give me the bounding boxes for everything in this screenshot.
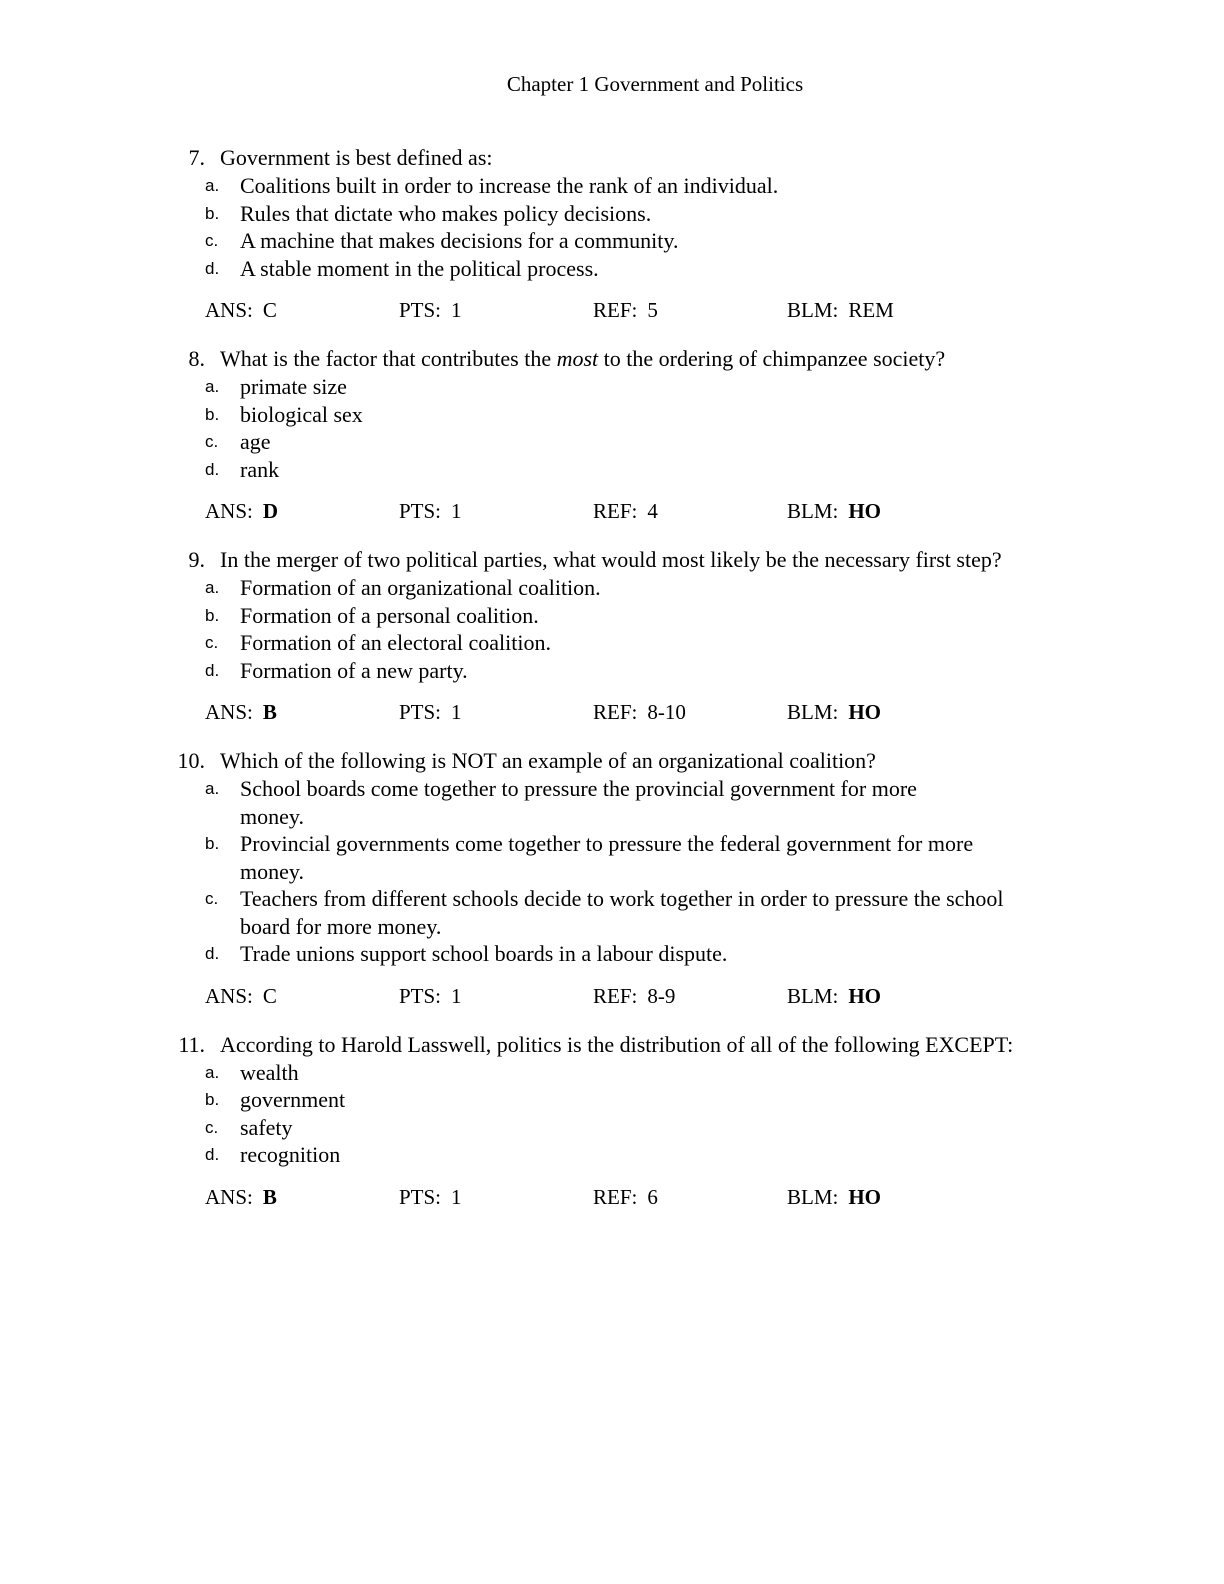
question-stem	[150, 747, 1090, 775]
question-number: 10.	[177, 748, 205, 773]
points: PTS: 1	[399, 700, 462, 724]
answer-key: ANS: B	[205, 700, 277, 724]
answer-options	[150, 172, 1090, 282]
answer-options	[150, 373, 1090, 483]
question-stem	[150, 144, 1090, 172]
blooms-level: BLM: HO	[787, 983, 882, 1008]
reference: REF: 8-9	[593, 983, 676, 1008]
option-d: d. recognition	[205, 1142, 341, 1167]
option-c: c. Teachers from different schools decide to work together in order to pressure the school board for more money.	[205, 886, 1004, 939]
page-title: Chapter 1 Government and Politics	[506, 72, 804, 96]
question-number: 11.	[178, 1031, 205, 1057]
question-10	[150, 747, 1090, 1010]
blooms-level: BLM: HO	[787, 700, 882, 724]
question-text: Government is best defined as:	[220, 145, 493, 170]
question-text: Which of the following is NOT an example of an organizational coalition?	[220, 748, 876, 773]
answer-key: ANS: C	[205, 298, 277, 322]
option-a: a. Formation of an organizational coalition.	[205, 575, 601, 600]
reference: REF: 6	[593, 1184, 658, 1209]
option-c: c. Formation of an electoral coalition.	[205, 630, 551, 655]
option-d: d. Formation of a new party.	[205, 657, 468, 683]
question-number: 7.	[188, 145, 205, 170]
question-text: What is the factor that contributes the most to the ordering of chimpanzee society?	[220, 346, 946, 371]
option-b: b. biological sex	[205, 401, 363, 427]
question-9	[150, 546, 1090, 726]
question-7	[150, 144, 1090, 324]
reference: REF: 4	[593, 499, 658, 523]
points: PTS: 1	[399, 983, 462, 1008]
question-stem	[150, 1031, 1090, 1059]
points: PTS: 1	[399, 499, 462, 523]
question-text: In the merger of two political parties, what would most likely be the necessary first step?	[220, 547, 1002, 572]
question-stem	[150, 546, 1090, 574]
option-d: d. Trade unions support school boards in a labour dispute.	[205, 941, 728, 966]
answer-options	[150, 574, 1090, 684]
option-a: a. Coalitions built in order to increase the rank of an individual.	[205, 173, 779, 198]
reference: REF: 8-10	[593, 700, 686, 724]
question-list	[150, 144, 1090, 1232]
question-8	[150, 345, 1090, 525]
option-b: b. Rules that dictate who makes policy decisions.	[205, 200, 652, 226]
answer-options	[150, 1059, 1090, 1169]
question-number: 9.	[188, 547, 205, 572]
option-b: b. Provincial governments come together to pressure the federal government for more money.	[205, 831, 974, 884]
answer-key: ANS: D	[205, 499, 279, 523]
option-a: a. School boards come together to pressure the provincial government for more money.	[205, 776, 917, 829]
option-d: d. A stable moment in the political process.	[205, 255, 599, 281]
option-b: b. Formation of a personal coalition.	[205, 602, 539, 628]
blooms-level: BLM: HO	[787, 1184, 882, 1209]
answer-metadata	[150, 1183, 1090, 1211]
option-c: c. age	[205, 429, 271, 454]
answer-metadata	[150, 497, 1090, 525]
answer-metadata	[150, 982, 1090, 1010]
reference: REF: 5	[593, 298, 658, 322]
option-c: c. safety	[205, 1114, 293, 1140]
answer-key: ANS: B	[205, 1184, 277, 1209]
option-a: a. wealth	[205, 1059, 299, 1085]
question-text: According to Harold Lasswell, politics is the distribution of all of the following EXCEPT:	[220, 1031, 1014, 1057]
blooms-level: BLM: HO	[787, 499, 882, 523]
question-stem	[150, 345, 1090, 373]
option-c: c. A machine that makes decisions for a community.	[205, 228, 679, 253]
option-a: a. primate size	[205, 374, 347, 399]
answer-metadata	[150, 296, 1090, 324]
option-b: b. government	[205, 1087, 346, 1112]
question-11	[150, 1031, 1090, 1211]
points: PTS: 1	[399, 1184, 462, 1209]
answer-metadata	[150, 698, 1090, 726]
option-d: d. rank	[205, 456, 280, 482]
question-number: 8.	[188, 346, 205, 371]
answer-key: ANS: C	[205, 983, 277, 1008]
answer-options	[150, 775, 1090, 968]
points: PTS: 1	[399, 298, 462, 322]
blooms-level: BLM: REM	[787, 298, 894, 322]
